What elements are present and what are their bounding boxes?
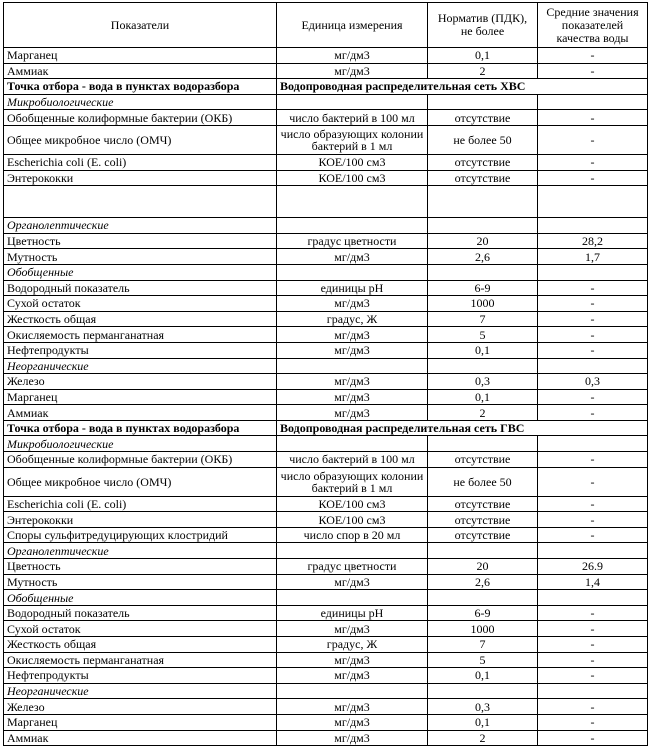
norm-cell: не более 50 [428, 467, 538, 496]
table-row [4, 574, 648, 590]
empty-cell [538, 186, 648, 218]
table-row [4, 342, 648, 358]
table-row [4, 280, 648, 296]
empty-cell [428, 186, 538, 218]
unit-cell: мг/дм3 [277, 327, 428, 343]
avg-cell: - [538, 125, 648, 154]
norm-cell: 6-9 [428, 280, 538, 296]
avg-cell: - [538, 63, 648, 79]
norm-cell: 7 [428, 637, 538, 653]
group-label: Органолептические [4, 218, 277, 234]
avg-cell: - [538, 730, 648, 746]
indicator-cell: Сухой остаток [4, 621, 277, 637]
norm-cell: 0,1 [428, 342, 538, 358]
table-row [4, 296, 648, 312]
unit-cell: мг/дм3 [277, 668, 428, 684]
indicator-cell: Марганец [4, 714, 277, 730]
empty-cell [428, 264, 538, 280]
norm-cell: 0,1 [428, 714, 538, 730]
table-row [4, 63, 648, 79]
indicator-cell: Мутность [4, 249, 277, 265]
group-label: Обобщенные [4, 590, 277, 606]
empty-cell [538, 218, 648, 234]
avg-cell: - [538, 452, 648, 468]
avg-cell: - [538, 296, 648, 312]
avg-cell: 1,4 [538, 574, 648, 590]
avg-cell: - [538, 512, 648, 528]
unit-cell: мг/дм3 [277, 296, 428, 312]
table-row [4, 452, 648, 468]
avg-cell: - [538, 405, 648, 421]
unit-cell: число образующих колонии бактерий в 1 мл [277, 467, 428, 496]
indicator-cell: Жесткость общая [4, 311, 277, 327]
header-norm: Норматив (ПДК), не более [428, 3, 538, 48]
unit-cell: мг/дм3 [277, 342, 428, 358]
empty-cell [538, 436, 648, 452]
empty-cell [277, 543, 428, 559]
avg-cell: - [538, 527, 648, 543]
unit-cell: градус цветности [277, 559, 428, 575]
indicator-cell: Мутность [4, 574, 277, 590]
water-quality-table [3, 2, 648, 746]
avg-cell: - [538, 714, 648, 730]
indicator-cell: Споры сульфитредуцирующих клостридий [4, 527, 277, 543]
empty-cell [277, 358, 428, 374]
empty-cell [428, 358, 538, 374]
unit-cell: КОЕ/100 см3 [277, 154, 428, 170]
unit-cell: КОЕ/100 см3 [277, 496, 428, 512]
norm-cell: 6-9 [428, 605, 538, 621]
group-row [4, 683, 648, 699]
section-row [4, 79, 648, 95]
empty-cell [277, 436, 428, 452]
empty-cell [277, 186, 428, 218]
unit-cell: единицы рН [277, 605, 428, 621]
indicator-cell: Аммиак [4, 730, 277, 746]
table-row [4, 110, 648, 126]
indicator-cell: Нефтепродукты [4, 668, 277, 684]
table-row [4, 125, 648, 154]
empty-cell [277, 590, 428, 606]
norm-cell: 1000 [428, 296, 538, 312]
indicator-cell: Марганец [4, 48, 277, 64]
indicator-cell: Водородный показатель [4, 605, 277, 621]
avg-cell: - [538, 668, 648, 684]
avg-cell: - [538, 389, 648, 405]
norm-cell: 0,3 [428, 699, 538, 715]
table-row [4, 170, 648, 186]
empty-cell [538, 358, 648, 374]
table-header-row [4, 3, 648, 48]
empty-cell [277, 94, 428, 110]
norm-cell: отсутствие [428, 512, 538, 528]
unit-cell: мг/дм3 [277, 389, 428, 405]
group-row [4, 94, 648, 110]
indicator-cell: Жесткость общая [4, 637, 277, 653]
table-row [4, 233, 648, 249]
indicator-cell: Нефтепродукты [4, 342, 277, 358]
group-row [4, 543, 648, 559]
header-indicator: Показатели [4, 3, 277, 48]
avg-cell: - [538, 496, 648, 512]
norm-cell: 2,6 [428, 249, 538, 265]
empty-cell [428, 218, 538, 234]
unit-cell: мг/дм3 [277, 699, 428, 715]
unit-cell: КОЕ/100 см3 [277, 512, 428, 528]
table-row [4, 512, 648, 528]
avg-cell: - [538, 342, 648, 358]
sampling-point-label: Точка отбора - вода в пунктах водоразбора [4, 79, 277, 95]
avg-cell: - [538, 652, 648, 668]
avg-cell: - [538, 605, 648, 621]
header-avg: Средние значения показателей качества воды [538, 3, 648, 48]
norm-cell: 2 [428, 405, 538, 421]
group-label: Обобщенные [4, 264, 277, 280]
group-label: Неорганические [4, 683, 277, 699]
network-label: Водопроводная распределительная сеть ГВС [277, 420, 648, 436]
avg-cell: 1,7 [538, 249, 648, 265]
unit-cell: единицы рН [277, 280, 428, 296]
unit-cell: мг/дм3 [277, 574, 428, 590]
empty-cell [538, 590, 648, 606]
unit-cell: число спор в 20 мл [277, 527, 428, 543]
avg-cell: - [538, 311, 648, 327]
table-row [4, 699, 648, 715]
table-row [4, 389, 648, 405]
empty-cell [428, 590, 538, 606]
empty-cell [277, 264, 428, 280]
indicator-cell: Железо [4, 374, 277, 390]
indicator-cell: Цветность [4, 233, 277, 249]
empty-cell [428, 94, 538, 110]
table-row [4, 652, 648, 668]
norm-cell: отсутствие [428, 170, 538, 186]
table-row [4, 621, 648, 637]
norm-cell: 20 [428, 233, 538, 249]
table-row [4, 637, 648, 653]
indicator-cell: Общее микробное число (ОМЧ) [4, 467, 277, 496]
avg-cell: 0,3 [538, 374, 648, 390]
group-row [4, 218, 648, 234]
avg-cell: 28,2 [538, 233, 648, 249]
avg-cell: - [538, 621, 648, 637]
norm-cell: отсутствие [428, 452, 538, 468]
empty-cell [538, 94, 648, 110]
norm-cell: 20 [428, 559, 538, 575]
table-row [4, 605, 648, 621]
avg-cell: - [538, 110, 648, 126]
indicator-cell: Марганец [4, 389, 277, 405]
norm-cell: 2 [428, 730, 538, 746]
empty-cell [538, 683, 648, 699]
norm-cell: 0,1 [428, 48, 538, 64]
table-row [4, 249, 648, 265]
table-row [4, 714, 648, 730]
norm-cell: 0,1 [428, 389, 538, 405]
empty-cell [277, 683, 428, 699]
unit-cell: мг/дм3 [277, 374, 428, 390]
unit-cell: градус, Ж [277, 637, 428, 653]
norm-cell: отсутствие [428, 110, 538, 126]
table-row [4, 668, 648, 684]
avg-cell: - [538, 280, 648, 296]
empty-cell [428, 543, 538, 559]
indicator-cell: Окисляемость перманганатная [4, 652, 277, 668]
group-label: Микробиологические [4, 94, 277, 110]
unit-cell: число образующих колонии бактерий в 1 мл [277, 125, 428, 154]
unit-cell: мг/дм3 [277, 48, 428, 64]
section-row [4, 420, 648, 436]
unit-cell: мг/дм3 [277, 730, 428, 746]
indicator-cell: Цветность [4, 559, 277, 575]
norm-cell: не более 50 [428, 125, 538, 154]
unit-cell: градус, Ж [277, 311, 428, 327]
empty-cell [428, 436, 538, 452]
indicator-cell: Окисляемость перманганатная [4, 327, 277, 343]
table-row [4, 154, 648, 170]
avg-cell: - [538, 467, 648, 496]
avg-cell: - [538, 154, 648, 170]
indicator-cell: Escherichia coli (E. coli) [4, 496, 277, 512]
indicator-cell: Обобщенные колиформные бактерии (ОКБ) [4, 110, 277, 126]
norm-cell: 2,6 [428, 574, 538, 590]
table-row [4, 311, 648, 327]
table-row [4, 496, 648, 512]
norm-cell: отсутствие [428, 496, 538, 512]
table-row [4, 559, 648, 575]
norm-cell: 0,1 [428, 668, 538, 684]
table-row [4, 527, 648, 543]
unit-cell: мг/дм3 [277, 714, 428, 730]
avg-cell: - [538, 637, 648, 653]
group-row [4, 436, 648, 452]
unit-cell: мг/дм3 [277, 249, 428, 265]
unit-cell: число бактерий в 100 мл [277, 110, 428, 126]
norm-cell: 5 [428, 652, 538, 668]
norm-cell: отсутствие [428, 527, 538, 543]
table-row [4, 327, 648, 343]
empty-cell [428, 683, 538, 699]
avg-cell: - [538, 170, 648, 186]
blank-row [4, 186, 648, 218]
group-label: Неорганические [4, 358, 277, 374]
indicator-cell: Энтерококки [4, 512, 277, 528]
empty-cell [4, 186, 277, 218]
norm-cell: 0,3 [428, 374, 538, 390]
indicator-cell: Общее микробное число (ОМЧ) [4, 125, 277, 154]
table-row [4, 405, 648, 421]
avg-cell: - [538, 699, 648, 715]
indicator-cell: Обобщенные колиформные бактерии (ОКБ) [4, 452, 277, 468]
group-label: Органолептические [4, 543, 277, 559]
table-body [4, 48, 648, 746]
norm-cell: 1000 [428, 621, 538, 637]
sampling-point-label: Точка отбора - вода в пунктах водоразбора [4, 420, 277, 436]
unit-cell: градус цветности [277, 233, 428, 249]
avg-cell: - [538, 48, 648, 64]
indicator-cell: Аммиак [4, 405, 277, 421]
unit-cell: мг/дм3 [277, 621, 428, 637]
group-row [4, 358, 648, 374]
unit-cell: мг/дм3 [277, 652, 428, 668]
norm-cell: отсутствие [428, 154, 538, 170]
unit-cell: КОЕ/100 см3 [277, 170, 428, 186]
unit-cell: мг/дм3 [277, 63, 428, 79]
norm-cell: 7 [428, 311, 538, 327]
unit-cell: мг/дм3 [277, 405, 428, 421]
empty-cell [538, 264, 648, 280]
group-row [4, 264, 648, 280]
table-row [4, 48, 648, 64]
indicator-cell: Аммиак [4, 63, 277, 79]
header-unit: Единица измерения [277, 3, 428, 48]
empty-cell [277, 218, 428, 234]
unit-cell: число бактерий в 100 мл [277, 452, 428, 468]
norm-cell: 2 [428, 63, 538, 79]
empty-cell [538, 543, 648, 559]
table-row [4, 374, 648, 390]
indicator-cell: Сухой остаток [4, 296, 277, 312]
indicator-cell: Водородный показатель [4, 280, 277, 296]
indicator-cell: Энтерококки [4, 170, 277, 186]
norm-cell: 5 [428, 327, 538, 343]
network-label: Водопроводная распределительная сеть ХВС [277, 79, 648, 95]
group-label: Микробиологические [4, 436, 277, 452]
indicator-cell: Escherichia coli (E. coli) [4, 154, 277, 170]
group-row [4, 590, 648, 606]
indicator-cell: Железо [4, 699, 277, 715]
table-row [4, 730, 648, 746]
avg-cell: 26.9 [538, 559, 648, 575]
avg-cell: - [538, 327, 648, 343]
table-row [4, 467, 648, 496]
